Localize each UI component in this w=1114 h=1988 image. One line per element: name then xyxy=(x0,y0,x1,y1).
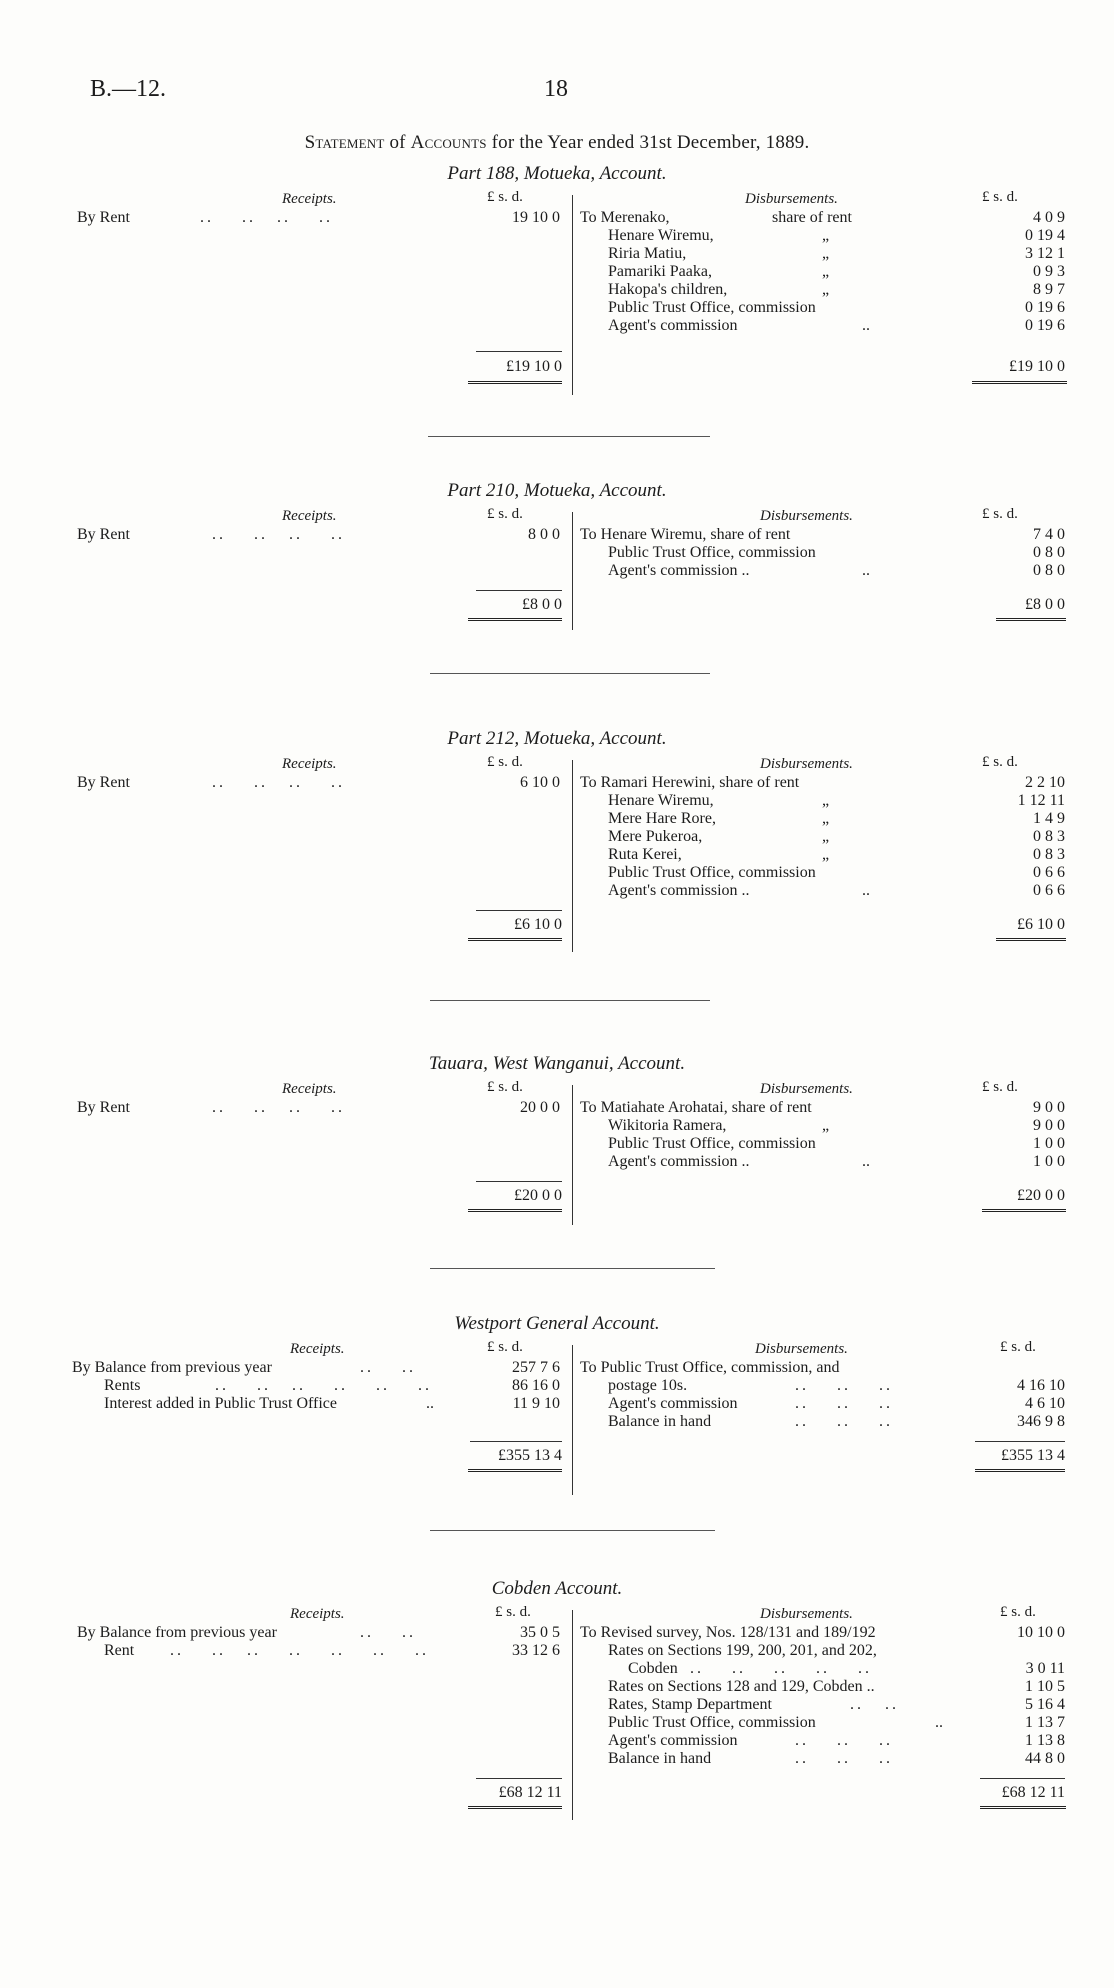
subtotal-rule xyxy=(975,1441,1065,1442)
leader-dots: .. .. .. .. .. xyxy=(690,1660,872,1677)
disbursement-amount: 1 0 0 xyxy=(1033,1153,1065,1170)
subtotal-rule xyxy=(470,1441,562,1442)
statement-title-word2: Accounts xyxy=(410,132,487,153)
section-separator xyxy=(430,1000,710,1001)
receipts-heading: Receipts. xyxy=(282,191,337,207)
receipts-total: £8 0 0 xyxy=(522,596,562,613)
leader-dots: .. .. .. xyxy=(795,1413,893,1430)
leader-dots: .. xyxy=(862,882,870,899)
disbursement-amount: 7 4 0 xyxy=(1033,526,1065,543)
disbursement-label: Riria Matiu, xyxy=(608,245,687,262)
disbursement-label: To Matiahate Arohatai, share of rent xyxy=(580,1099,812,1116)
disbursement-label: Henare Wiremu, xyxy=(608,227,714,244)
receipts-total: £6 10 0 xyxy=(514,916,562,933)
account-title: Tauara, West Wanganui, Account. xyxy=(428,1053,686,1074)
disbursement-amount: 0 8 3 xyxy=(1033,828,1065,845)
receipts-heading: Receipts. xyxy=(290,1341,345,1357)
receipt-label: Rent xyxy=(104,1642,135,1659)
disbursements-total: £19 10 0 xyxy=(1009,358,1065,375)
subtotal-rule xyxy=(476,1181,562,1182)
account-part-188 xyxy=(0,163,1114,393)
receipts-heading: Receipts. xyxy=(290,1606,345,1622)
section-separator xyxy=(430,1268,715,1269)
total-double-rule xyxy=(468,1209,562,1214)
disbursements-heading: Disbursements. xyxy=(760,1081,853,1097)
disbursement-amount: 1 12 11 xyxy=(1017,792,1065,809)
leader-dots: .. .. .. .. xyxy=(200,209,333,226)
statement-title-of: of xyxy=(389,132,406,153)
subtotal-rule xyxy=(980,1778,1065,1779)
disbursement-note: share of rent xyxy=(772,209,852,226)
disbursement-amount: 3 12 1 xyxy=(1025,245,1065,262)
total-double-rule xyxy=(468,381,562,386)
leader-dots: .. xyxy=(862,1153,870,1170)
disbursement-amount: 44 8 0 xyxy=(1025,1750,1065,1767)
column-divider xyxy=(572,1345,573,1495)
subtotal-rule xyxy=(476,351,562,352)
column-divider xyxy=(572,760,573,952)
disbursement-label: Agent's commission xyxy=(608,317,738,334)
disbursement-amount: 1 0 0 xyxy=(1033,1135,1065,1152)
disbursement-amount: 1 13 8 xyxy=(1025,1732,1065,1749)
disbursement-label: To Merenako, xyxy=(580,209,670,226)
disbursement-label: Hakopa's children, xyxy=(608,281,728,298)
disbursement-label: Agent's commission xyxy=(608,1732,738,1749)
disbursements-lsd-heading: £ s. d. xyxy=(1000,1339,1036,1355)
leader-dots: .. .. .. xyxy=(795,1377,893,1394)
disbursement-amount: 10 10 0 xyxy=(1017,1624,1065,1641)
subtotal-rule xyxy=(476,590,562,591)
disbursement-amount: 0 19 6 xyxy=(1025,299,1065,316)
disbursement-amount: 3 0 11 xyxy=(1025,1660,1065,1677)
leader-dots: .. .. .. xyxy=(795,1750,893,1767)
disbursements-lsd-heading: £ s. d. xyxy=(982,189,1018,205)
ditto-mark: „ xyxy=(822,810,830,827)
disbursement-label: Public Trust Office, commission xyxy=(608,1135,816,1152)
receipts-total: £355 13 4 xyxy=(498,1447,562,1464)
ditto-mark: „ xyxy=(822,792,830,809)
disbursement-label: Public Trust Office, commission xyxy=(608,864,816,881)
disbursement-label: Agent's commission .. xyxy=(608,882,750,899)
receipt-amount: 20 0 0 xyxy=(520,1099,560,1116)
disbursements-heading: Disbursements. xyxy=(745,191,838,207)
disbursement-amount: 4 0 9 xyxy=(1033,209,1065,226)
document-reference: B.—12. xyxy=(90,76,167,102)
disbursements-lsd-heading: £ s. d. xyxy=(982,754,1018,770)
disbursement-label: Rates, Stamp Department xyxy=(608,1696,772,1713)
receipts-lsd-heading: £ s. d. xyxy=(487,506,523,522)
disbursements-heading: Disbursements. xyxy=(760,508,853,524)
leader-dots: .. xyxy=(935,1714,943,1731)
receipt-label: By Balance from previous year xyxy=(72,1359,272,1376)
disbursement-amount: 2 2 10 xyxy=(1025,774,1065,791)
account-title: Cobden Account. xyxy=(491,1578,623,1599)
disbursement-amount: 0 6 6 xyxy=(1033,864,1065,881)
receipt-label: By Balance from previous year xyxy=(77,1624,277,1641)
receipts-heading: Receipts. xyxy=(282,1081,337,1097)
section-separator xyxy=(430,1530,715,1531)
disbursement-label: Ruta Kerei, xyxy=(608,846,682,863)
leader-dots: .. .. .. .. xyxy=(212,526,345,543)
disbursement-label: Pamariki Paaka, xyxy=(608,263,712,280)
disbursement-amount: 0 8 0 xyxy=(1033,544,1065,561)
disbursements-total: £68 12 11 xyxy=(1001,1784,1065,1801)
disbursement-amount: 1 4 9 xyxy=(1033,810,1065,827)
leader-dots: .. .. .. .. xyxy=(212,1099,345,1116)
ditto-mark: „ xyxy=(822,846,830,863)
leader-dots: .. .. .. xyxy=(795,1395,893,1412)
disbursements-heading: Disbursements. xyxy=(760,1606,853,1622)
leader-dots: .. .. .. xyxy=(795,1732,893,1749)
disbursement-amount: 0 19 6 xyxy=(1025,317,1065,334)
ditto-mark: „ xyxy=(822,263,830,280)
receipt-amount: 257 7 6 xyxy=(512,1359,560,1376)
disbursement-label: To Public Trust Office, commission, and xyxy=(580,1359,840,1376)
account-title: Westport General Account. xyxy=(454,1313,660,1334)
disbursement-amount: 0 19 4 xyxy=(1025,227,1065,244)
subtotal-rule xyxy=(476,1778,562,1779)
ditto-mark: „ xyxy=(822,227,830,244)
ditto-mark: „ xyxy=(822,828,830,845)
disbursement-amount: 5 16 4 xyxy=(1025,1696,1065,1713)
receipt-label: By Rent xyxy=(77,774,130,791)
receipts-total: £68 12 11 xyxy=(498,1784,562,1801)
disbursements-heading: Disbursements. xyxy=(755,1341,848,1357)
receipt-label: Interest added in Public Trust Office xyxy=(104,1395,338,1412)
total-double-rule xyxy=(980,1806,1066,1811)
leader-dots: .. .. xyxy=(360,1359,416,1376)
disbursement-label: Agent's commission xyxy=(608,1395,738,1412)
receipts-heading: Receipts. xyxy=(282,756,337,772)
disbursement-amount: 9 0 0 xyxy=(1033,1099,1065,1116)
disbursement-amount: 8 9 7 xyxy=(1033,281,1065,298)
leader-dots: .. .. .. .. .. .. xyxy=(215,1377,432,1394)
disbursements-lsd-heading: £ s. d. xyxy=(982,1079,1018,1095)
disbursement-label: postage 10s. xyxy=(608,1377,688,1394)
disbursements-lsd-heading: £ s. d. xyxy=(1000,1604,1036,1620)
column-divider xyxy=(572,1610,573,1820)
receipts-total: £20 0 0 xyxy=(514,1187,562,1204)
leader-dots: .. xyxy=(426,1395,434,1412)
total-double-rule xyxy=(972,381,1067,386)
total-double-rule xyxy=(468,938,562,943)
receipts-lsd-heading: £ s. d. xyxy=(487,189,523,205)
disbursement-label: Public Trust Office, commission xyxy=(608,1714,816,1731)
ditto-mark: „ xyxy=(822,1117,830,1134)
disbursement-label: Public Trust Office, commission xyxy=(608,544,816,561)
statement-title-rest: for the Year ended 31st December, 1889. xyxy=(491,132,810,153)
disbursement-label: Mere Hare Rore, xyxy=(608,810,716,827)
account-part-210 xyxy=(0,480,1114,640)
disbursements-total: £6 10 0 xyxy=(1017,916,1065,933)
disbursements-total: £20 0 0 xyxy=(1017,1187,1065,1204)
disbursement-label: Mere Pukeroa, xyxy=(608,828,703,845)
disbursement-label: To Henare Wiremu, share of rent xyxy=(580,526,791,543)
disbursement-label: Agent's commission .. xyxy=(608,1153,750,1170)
account-westport-general xyxy=(0,1313,1114,1503)
receipts-lsd-heading: £ s. d. xyxy=(495,1604,531,1620)
disbursements-total: £8 0 0 xyxy=(1025,596,1065,613)
page-number: 18 xyxy=(544,76,568,102)
receipt-amount: 19 10 0 xyxy=(512,209,560,226)
leader-dots: .. xyxy=(862,562,870,579)
account-title: Part 188, Motueka, Account. xyxy=(447,163,667,184)
receipt-label: By Rent xyxy=(77,526,130,543)
receipt-amount: 86 16 0 xyxy=(512,1377,560,1394)
account-cobden xyxy=(0,1578,1114,1838)
disbursement-label: To Revised survey, Nos. 128/131 and 189/192 xyxy=(580,1624,876,1641)
leader-dots: .. .. xyxy=(850,1696,899,1713)
receipt-amount: 8 0 0 xyxy=(528,526,560,543)
subtotal-rule xyxy=(476,910,562,911)
column-divider xyxy=(572,512,573,630)
account-title: Part 210, Motueka, Account. xyxy=(447,480,667,501)
receipts-lsd-heading: £ s. d. xyxy=(487,1079,523,1095)
disbursements-total: £355 13 4 xyxy=(1001,1447,1065,1464)
disbursement-label: Wikitoria Ramera, xyxy=(608,1117,727,1134)
disbursement-amount: 1 13 7 xyxy=(1025,1714,1065,1731)
disbursement-label: Rates on Sections 199, 200, 201, and 202, xyxy=(608,1642,877,1659)
statement-title-word1: Statement xyxy=(304,132,385,153)
total-double-rule xyxy=(975,1469,1065,1474)
receipt-label: By Rent xyxy=(77,209,130,226)
column-divider xyxy=(572,195,573,395)
disbursement-label: Agent's commission .. xyxy=(608,562,750,579)
total-double-rule xyxy=(982,1209,1066,1214)
leader-dots: .. .. xyxy=(360,1624,416,1641)
receipts-lsd-heading: £ s. d. xyxy=(487,1339,523,1355)
disbursement-amount: 346 9 8 xyxy=(1017,1413,1065,1430)
disbursement-label: Cobden xyxy=(628,1660,678,1677)
disbursements-lsd-heading: £ s. d. xyxy=(982,506,1018,522)
total-double-rule xyxy=(468,618,562,623)
receipt-label: By Rent xyxy=(77,1099,130,1116)
column-divider xyxy=(572,1085,573,1225)
receipts-heading: Receipts. xyxy=(282,508,337,524)
account-part-212 xyxy=(0,728,1114,968)
account-tauara xyxy=(0,1053,1114,1233)
total-double-rule xyxy=(996,938,1066,943)
disbursement-amount: 0 6 6 xyxy=(1033,882,1065,899)
total-double-rule xyxy=(468,1469,562,1474)
statement-title xyxy=(0,132,1114,154)
total-double-rule xyxy=(996,618,1066,623)
ditto-mark: „ xyxy=(822,245,830,262)
disbursement-amount: 1 10 5 xyxy=(1025,1678,1065,1695)
disbursement-amount: 4 16 10 xyxy=(1017,1377,1065,1394)
receipt-amount: 6 10 0 xyxy=(520,774,560,791)
leader-dots: .. xyxy=(862,317,870,334)
disbursement-amount: 0 8 0 xyxy=(1033,562,1065,579)
account-title: Part 212, Motueka, Account. xyxy=(447,728,667,749)
leader-dots: .. .. .. .. xyxy=(212,774,345,791)
disbursement-amount: 4 6 10 xyxy=(1025,1395,1065,1412)
disbursement-label: Henare Wiremu, xyxy=(608,792,714,809)
disbursement-label: Balance in hand xyxy=(608,1750,712,1767)
ditto-mark: „ xyxy=(822,281,830,298)
disbursement-label: To Ramari Herewini, share of rent xyxy=(580,774,800,791)
total-double-rule xyxy=(468,1806,562,1811)
section-separator xyxy=(430,673,710,674)
receipt-amount: 35 0 5 xyxy=(520,1624,560,1641)
disbursement-amount: 9 0 0 xyxy=(1033,1117,1065,1134)
receipts-lsd-heading: £ s. d. xyxy=(487,754,523,770)
section-separator xyxy=(428,436,710,437)
receipt-amount: 33 12 6 xyxy=(512,1642,560,1659)
disbursement-label: Rates on Sections 128 and 129, Cobden .. xyxy=(608,1678,875,1695)
receipts-total: £19 10 0 xyxy=(506,358,562,375)
receipt-amount: 11 9 10 xyxy=(512,1395,560,1412)
disbursements-heading: Disbursements. xyxy=(760,756,853,772)
disbursement-label: Public Trust Office, commission xyxy=(608,299,816,316)
leader-dots: .. .. .. .. .. .. .. xyxy=(170,1642,429,1659)
disbursement-label: Balance in hand xyxy=(608,1413,712,1430)
disbursement-amount: 0 9 3 xyxy=(1033,263,1065,280)
receipt-label: Rents xyxy=(104,1377,141,1394)
disbursement-amount: 0 8 3 xyxy=(1033,846,1065,863)
